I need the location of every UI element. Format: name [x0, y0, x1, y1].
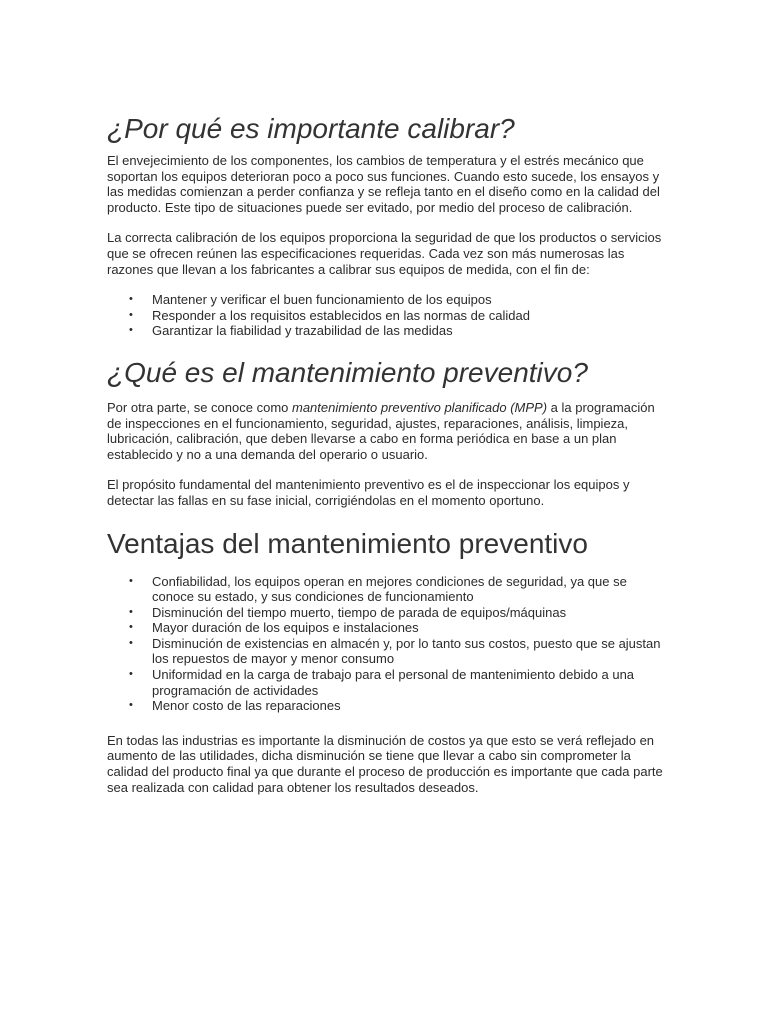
heading-ventajas: Ventajas del mantenimiento preventivo: [107, 527, 588, 559]
list-item-text: Confiabilidad, los equipos operan en mejores condiciones de seguridad, ya que se conoce su estado, y sus condiciones de funcionamiento: [152, 573, 627, 605]
emphasis-mpp: mantenimiento preventivo planificado (MPP): [291, 399, 548, 415]
list-item: [107, 605, 667, 621]
bullet-icon: •: [129, 605, 133, 618]
list-item-text: Responder a los requisitos establecidos en las normas de calidad: [152, 307, 530, 323]
list-item: [107, 308, 667, 324]
bullet-icon: •: [129, 699, 133, 712]
list-item-text: Uniformidad en la carga de trabajo para el personal de mantenimiento debido a una programación de actividades: [152, 667, 635, 698]
bullet-icon: •: [129, 668, 133, 681]
list-item-text: Garantizar la fiabilidad y trazabilidad de las medidas: [152, 323, 453, 339]
paragraph-mpp-definition: [107, 400, 667, 462]
bullet-icon: •: [129, 636, 133, 649]
bullet-icon: •: [129, 574, 133, 587]
document-page: [107, 112, 667, 795]
list-item: [107, 292, 667, 308]
list-item: [107, 574, 667, 605]
bullet-icon: •: [129, 621, 133, 634]
paragraph-text: Por otra parte, se conoce como: [107, 399, 292, 415]
paragraph-correcta-calibracion: La correcta calibración de los equipos proporciona la seguridad de que los productos o servicios que se ofrecen reúnen las especificaciones requeridas. Cada vez son más numerosas las razones que llevan a los fabricantes a calibrar sus equipos de medida, con el fin de:: [107, 230, 662, 277]
list-item: [107, 698, 667, 714]
heading-por-que-calibrar: ¿Por qué es importante calibrar?: [107, 113, 515, 144]
list-item: [107, 667, 667, 698]
advantages-list: [107, 574, 667, 714]
bullet-icon: •: [129, 308, 133, 321]
paragraph-envejecimiento: El envejecimiento de los componentes, los cambios de temperatura y el estrés mecánico que soportan los equipos deterioran poco a poco sus funciones. Cuando esto sucede, los ensayos y las medidas comienzan a perder confianza y se refleja tanto en el diseño como en la calidad del producto. Este tipo de situaciones puede ser evitado, por medio del proceso de calibración.: [107, 153, 660, 215]
list-item: [107, 620, 667, 636]
list-item-text: Mayor duración de los equipos e instalaciones: [152, 620, 419, 636]
list-item-text: Disminución del tiempo muerto, tiempo de parada de equipos/máquinas: [152, 604, 567, 620]
list-item-text: Mantener y verificar el buen funcionamiento de los equipos: [152, 292, 492, 308]
list-item-text: Disminución de existencias en almacén y, por lo tanto sus costos, puesto que se ajustan los repuestos de mayor y menor consumo: [152, 635, 661, 667]
heading-que-es-mantenimiento: ¿Qué es el mantenimiento preventivo?: [107, 356, 588, 388]
bullet-icon: •: [129, 324, 133, 337]
list-item: [107, 323, 667, 339]
paragraph-text: a la programación de inspecciones en el funcionamiento, seguridad, ajustes, reparaciones, análisis, limpieza, lubricación, calibración, que deben llevarse a cabo en forma periódica en base a un plan establecido y no a una demanda del operario o usuario.: [107, 399, 655, 462]
paragraph-conclusion: En todas las industrias es importante la disminución de costos ya que esto se verá reflejado en aumento de las utilidades, dicha disminución se tiene que llevar a cabo sin comprometer la calidad del producto final ya que durante el proceso de producción es importante que cada parte sea realizada con calidad para obtener los resultados deseados.: [107, 732, 663, 795]
paragraph-proposito: El propósito fundamental del mantenimiento preventivo es el de inspeccionar los equipos y detectar las fallas en su fase inicial, corrigiéndolas en el momento oportuno.: [107, 477, 630, 508]
list-item-text: Menor costo de las reparaciones: [152, 698, 341, 714]
list-item: [107, 636, 667, 667]
bullet-icon: •: [129, 293, 133, 306]
calibration-reasons-list: [107, 292, 667, 339]
